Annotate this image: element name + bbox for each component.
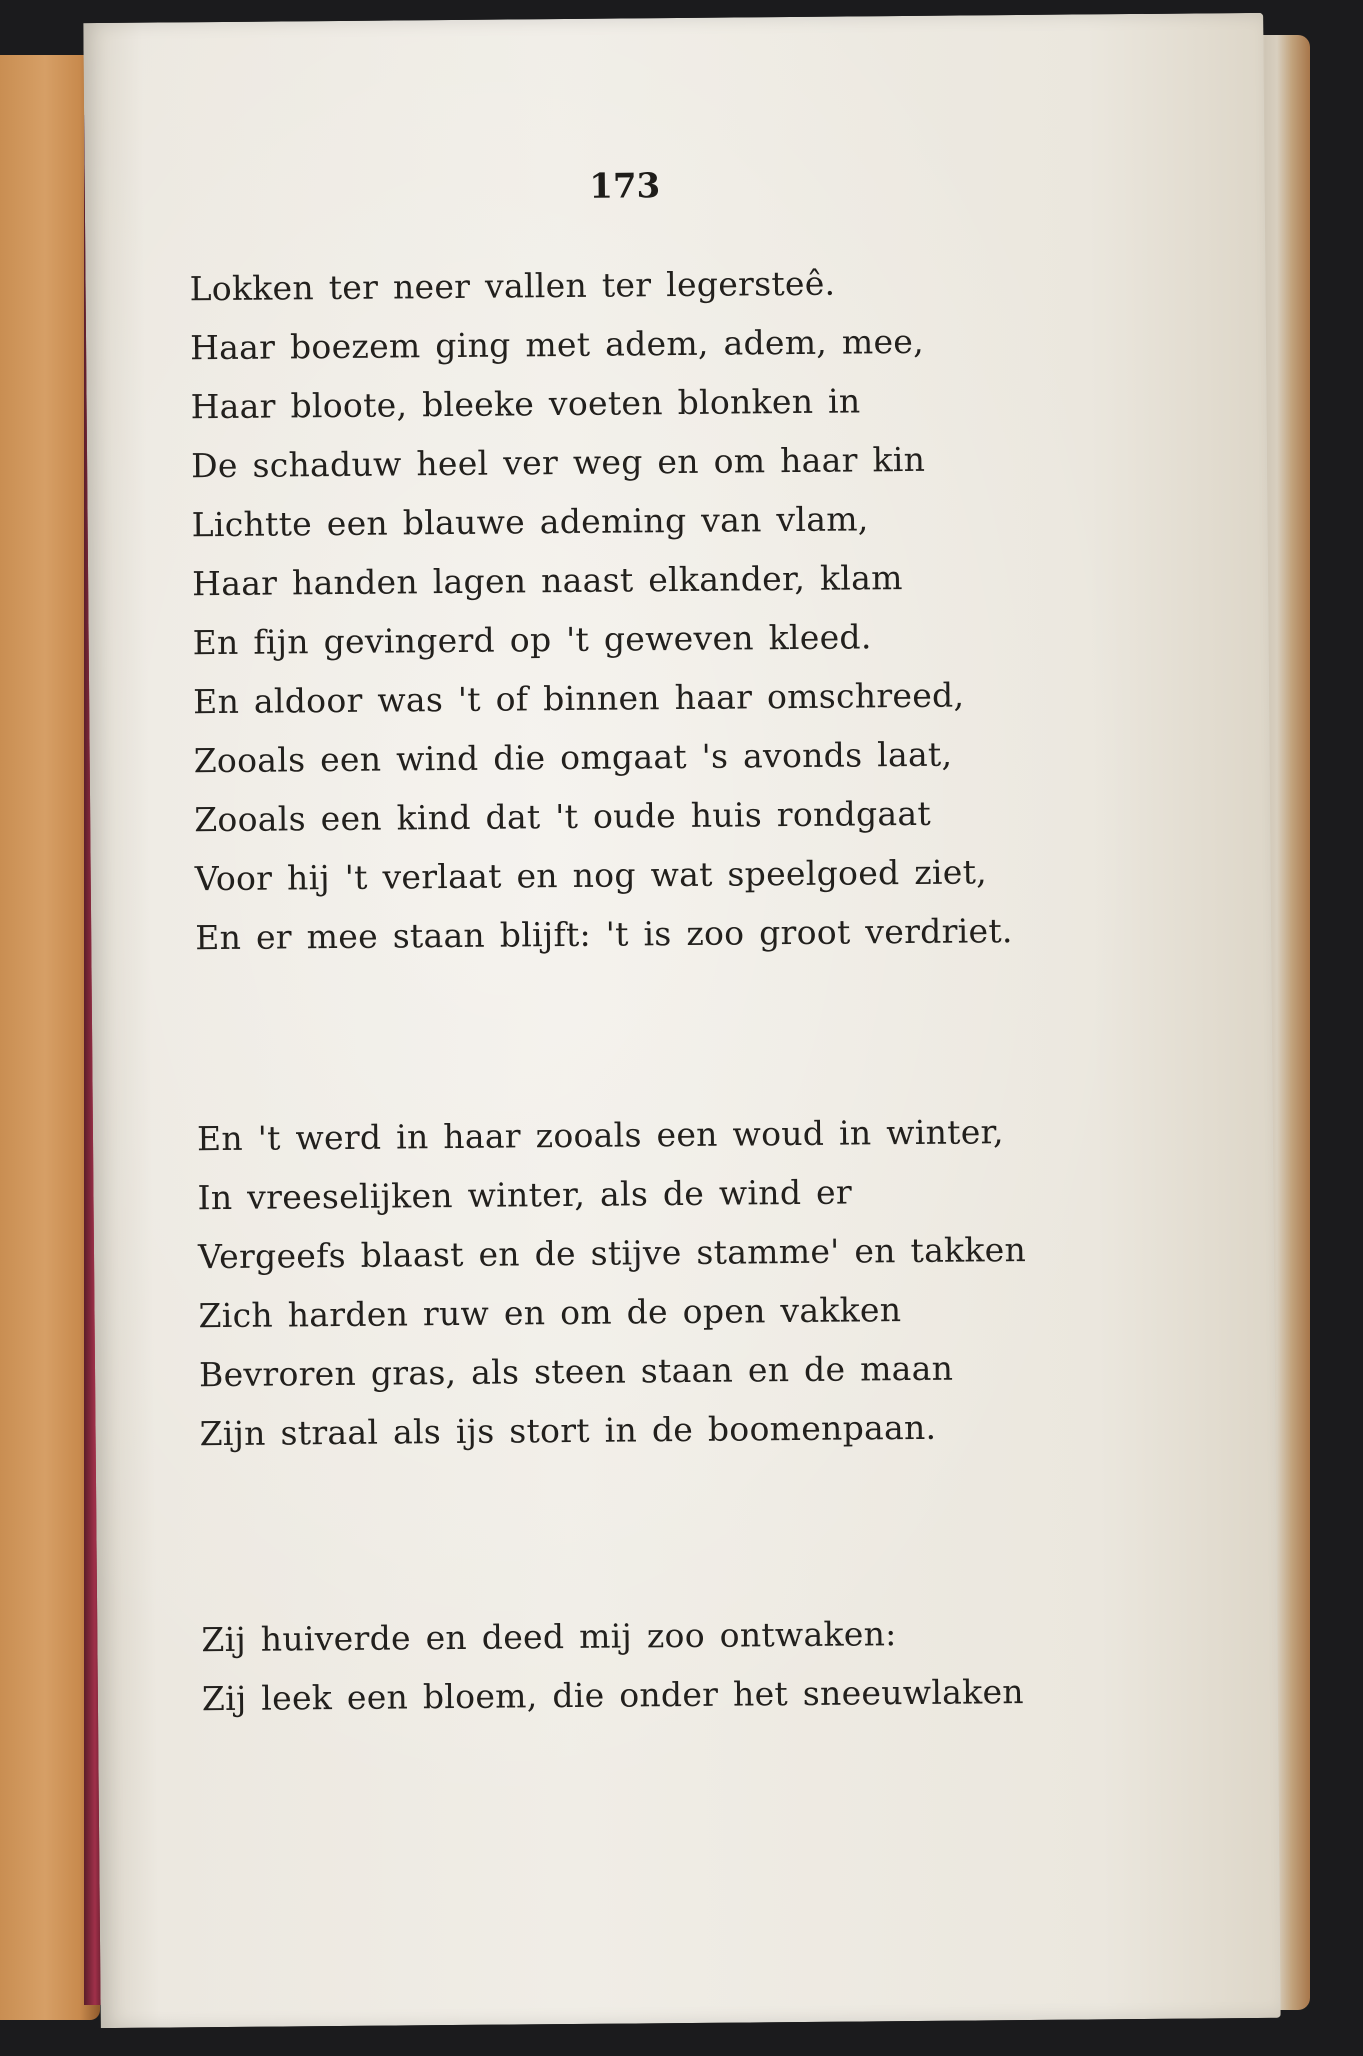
book-page: [83, 13, 1280, 2028]
poem-line: Bevroren gras, als steen staan en de maan: [198, 1348, 954, 1395]
poem-line: De schaduw heel ver weg en om haar kin: [190, 439, 926, 486]
stanza-break: [200, 1455, 1161, 1610]
stanza-2: [197, 1101, 1160, 1463]
stanza-3: [201, 1602, 1162, 1728]
poem-line: Haar handen lagen naast elkander, klam: [191, 558, 903, 604]
poem-line: Zich harden ruw en om de open vakken: [198, 1290, 902, 1336]
poem-line: Zooals een kind dat 't oude huis rondgaat: [194, 793, 932, 840]
poem-line: Haar boezem ging met adem, adem, mee,: [189, 321, 925, 368]
poem-line: Lokken ter neer vallen ter legersteê.: [189, 263, 836, 309]
poem-line: En aldoor was 't of binnen haar omschreed,: [193, 675, 965, 722]
poem-line: En er mee staan blijft: 't is zoo groot verdriet.: [195, 911, 1013, 958]
page-number: 173: [589, 166, 661, 207]
poem: [189, 251, 1162, 1728]
poem-line: Zij leek een bloem, die onder het sneeuwlaken: [201, 1672, 1025, 1719]
poem-line: En 't werd in haar zooals een woud in winter,: [196, 1112, 1004, 1159]
poem-line: Zij huiverde en deed mij zoo ontwaken:: [201, 1614, 897, 1660]
poem-line: Zijn straal als ijs stort in de boomenpaan.: [199, 1407, 937, 1454]
poem-line: Zooals een wind die omgaat 's avonds laat,: [193, 734, 953, 781]
poem-line: Vergeefs blaast en de stijve stamme' en takken: [197, 1230, 1027, 1277]
poem-line: In vreeselijken winter, als de wind er: [197, 1172, 853, 1218]
poem-line: Voor hij 't verlaat en nog wat speelgoed ziet,: [194, 852, 988, 899]
poem-line: En fijn gevingerd op 't geweven kleed.: [192, 617, 872, 663]
stanza-break: [196, 959, 1157, 1109]
poem-line: Haar bloote, bleeke voeten blonken in: [190, 381, 861, 427]
stanza-1: [189, 251, 1155, 967]
poem-line: Lichtte een blauwe ademing van vlam,: [191, 499, 869, 545]
